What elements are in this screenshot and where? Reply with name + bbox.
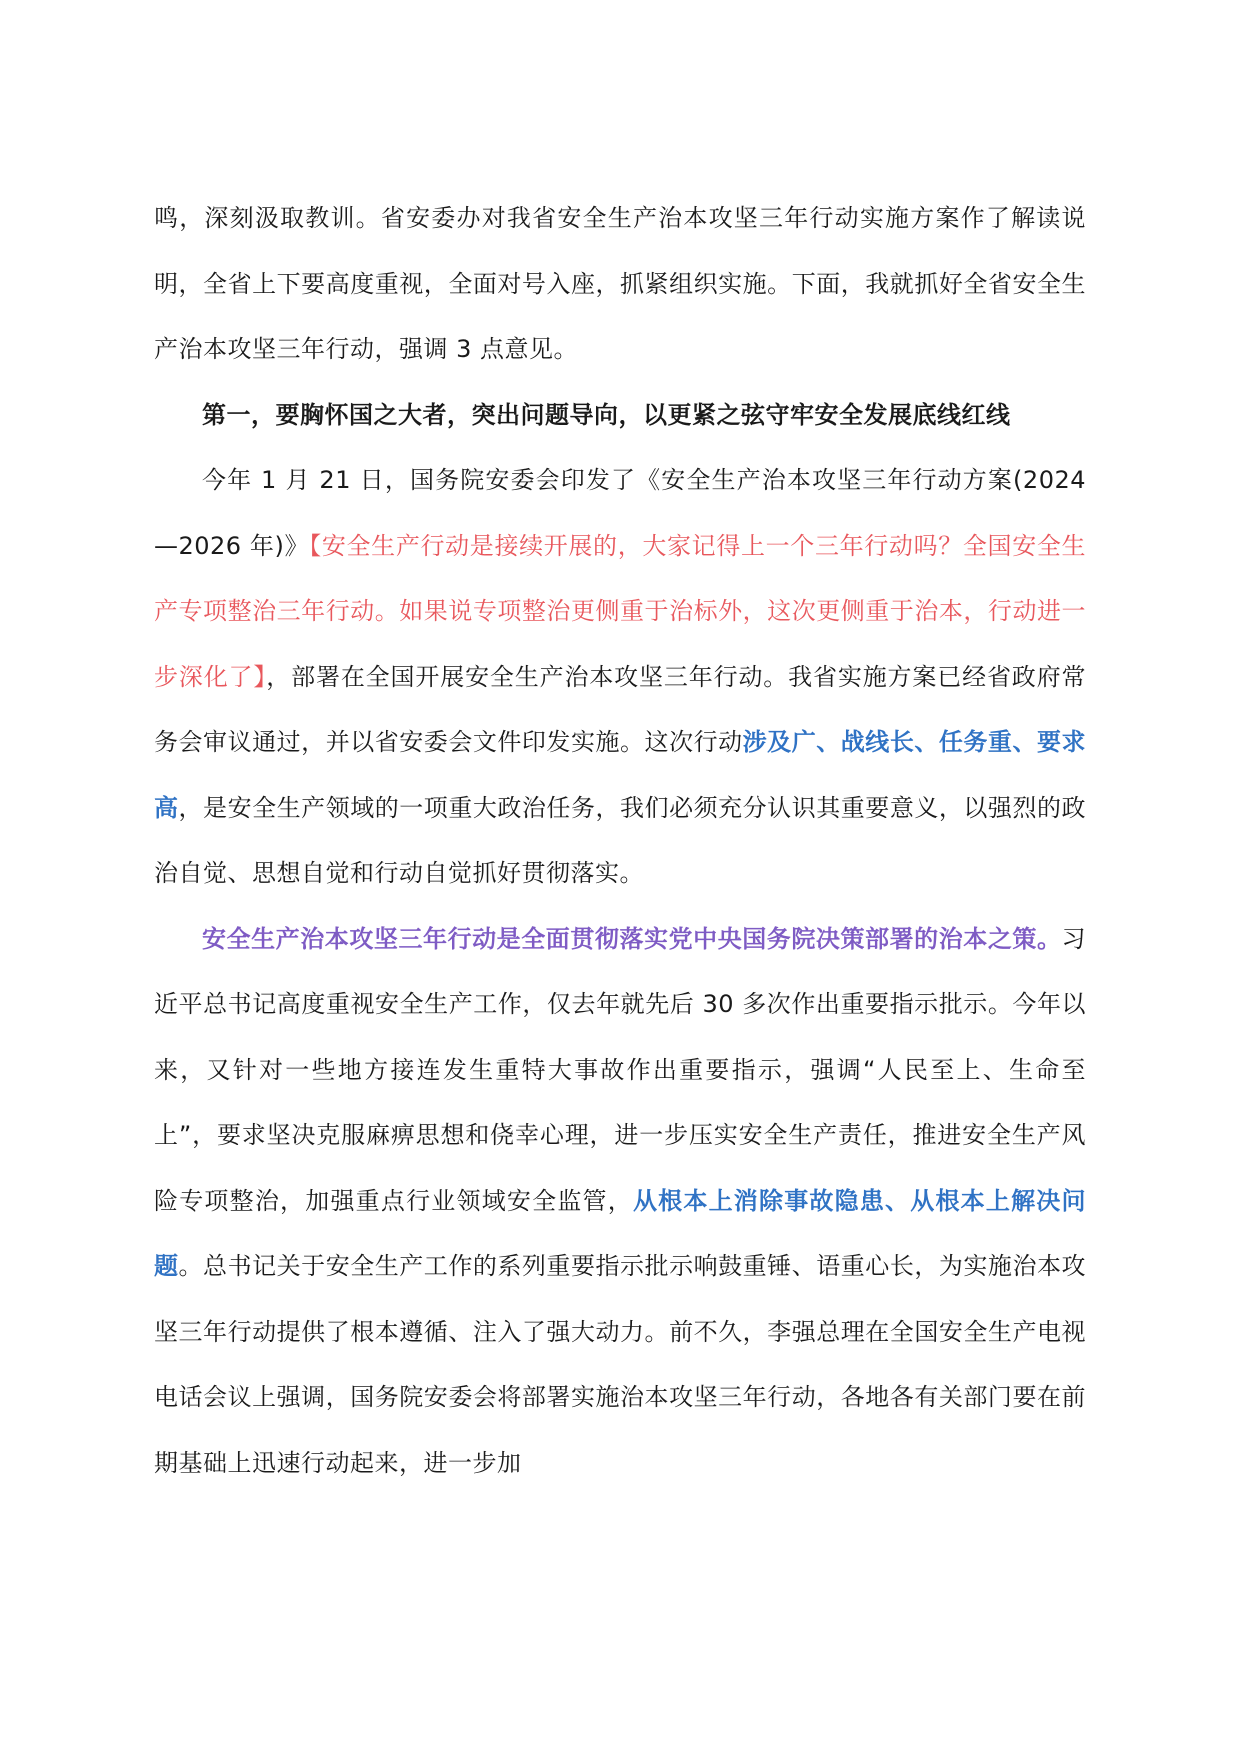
editor-note: 【安全生产行动是接续开展的，大家记得上一个三年行动吗？全国安全生产专项整治三年行动。如果说专项整治更侧重于治标外，这次更侧重于治本，行动进一步深化了】 [154,531,1087,691]
section-heading-1-text: 第一，要胸怀国之大者，突出问题导向，以更紧之弦守牢安全发展底线红线 [202,400,1011,429]
paragraph-2-part-3: ，是安全生产领域的一项重大政治任务，我们必须充分认识其重要意义，以强烈的政治自觉、思想自觉和行动自觉抓好贯彻落实。 [154,793,1087,887]
paragraph-3-lead-sentence: 安全生产治本攻坚三年行动是全面贯彻落实党中央国务院决策部署的治本之策。 [202,924,1062,953]
document-page [154,186,1086,1496]
paragraph-continuation [154,186,1086,383]
paragraph-3-emphasis: 从根本上消除事故隐患、从根本上解决问题 [154,1186,1087,1280]
paragraph-3 [154,907,1086,1497]
paragraph-2-part-2: ，部署在全国开展安全生产治本攻坚三年行动。我省实施方案已经省政府常务会审议通过，并以省安委会文件印发实施。这次行动 [154,662,1087,756]
paragraph-3-part-1: 习近平总书记高度重视安全生产工作，仅去年就先后 30 多次作出重要指示批示。今年以来，又针对一些地方接连发生重特大事故作出重要指示，强调“人民至上、生命至上”，要求坚决克服麻痹思想和侥幸心理，进一步压实安全生产责任，推进安全生产风险专项整治，加强重点行业领域安全监管， [154,924,1086,1215]
paragraph-2-emphasis: 涉及广、战线长、任务重、要求高 [154,728,1087,822]
section-heading-1 [154,383,1086,449]
paragraph-2 [154,448,1086,907]
paragraph-1-text: 鸣，深刻汲取教训。省安委办对我省安全生产治本攻坚三年行动实施方案作了解读说明，全省上下要高度重视，全面对号入座，抓紧组织实施。下面，我就抓好全省安全生产治本攻坚三年行动，强调 3 点意见。 [154,204,1086,363]
paragraph-2-part-1: 今年 1 月 21 日，国务院安委会印发了《安全生产治本攻坚三年行动方案(2024—2026 年)》 [154,466,1086,560]
paragraph-3-part-2: 。总书记关于安全生产工作的系列重要指示批示响鼓重锤、语重心长，为实施治本攻坚三年行动提供了根本遵循、注入了强大动力。前不久，李强总理在全国安全生产电视电话会议上强调，国务院安委会将部署实施治本攻坚三年行动，各地各有关部门要在前期基础上迅速行动起来，进一步加 [154,1252,1087,1477]
